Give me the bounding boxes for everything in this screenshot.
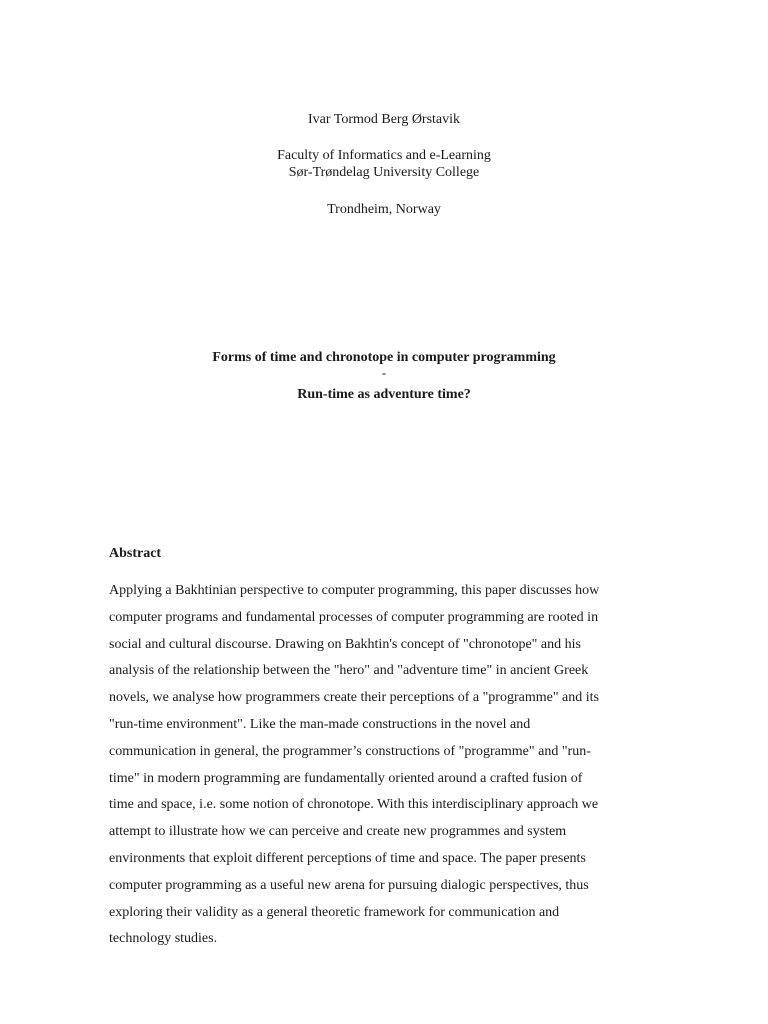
- abstract-line: computer programming as a useful new arena for pursuing dialogic perspectives, thus: [109, 877, 589, 893]
- title-separator: -: [382, 366, 386, 380]
- author-location: Trondheim, Norway: [327, 202, 441, 217]
- abstract-line: communication in general, the programmer’s constructions of "programme" and "run-: [109, 743, 591, 759]
- abstract-heading: Abstract: [109, 546, 162, 561]
- abstract-line: technology studies.: [109, 931, 218, 947]
- paper-title: Forms of time and chronotope in computer programming: [212, 350, 556, 365]
- abstract-line: attempt to illustrate how we can perceive and create new programmes and system: [109, 824, 567, 840]
- abstract-line: Applying a Bakhtinian perspective to computer programming, this paper discusses how: [109, 583, 600, 598]
- abstract-line: environments that exploit different perceptions of time and space. The paper presents: [109, 850, 586, 866]
- author-institution: Sør-Trøndelag University College: [288, 165, 480, 180]
- author-faculty: Faculty of Informatics and e-Learning: [277, 148, 491, 163]
- abstract-line: computer programs and fundamental processes of computer programming are rooted in: [109, 609, 599, 625]
- abstract-line: time and space, i.e. some notion of chronotope. With this interdisciplinary approach we: [109, 797, 599, 813]
- author-name: Ivar Tormod Berg Ørstavik: [307, 112, 461, 127]
- abstract-line: "run-time environment". Like the man-made constructions in the novel and: [109, 716, 531, 732]
- abstract-line: exploring their validity as a general theoretic framework for communication and: [109, 904, 560, 920]
- abstract-line: novels, we analyse how programmers create their perceptions of a "programme" and its: [109, 690, 599, 706]
- abstract-line: social and cultural discourse. Drawing on Bakhtin's concept of "chronotope" and his: [109, 636, 581, 652]
- abstract-line: time" in modern programming are fundamentally oriented around a crafted fusion of: [109, 770, 583, 786]
- abstract-line: analysis of the relationship between the "hero" and "adventure time" in ancient Greek: [109, 663, 589, 679]
- abstract-body: [109, 578, 669, 953]
- paper-subtitle: Run-time as adventure time?: [297, 387, 471, 402]
